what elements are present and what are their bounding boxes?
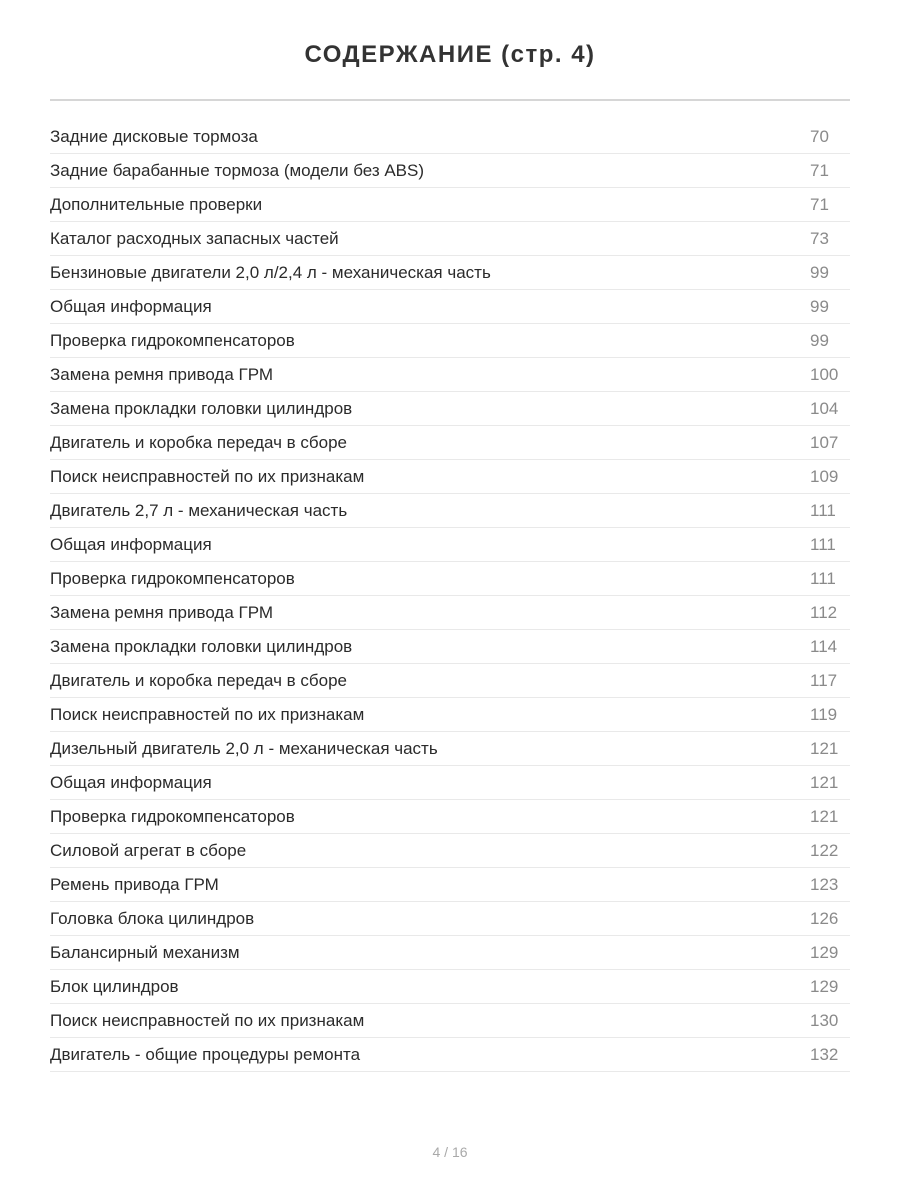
toc-entry-page-number: 121 — [810, 772, 839, 792]
toc-entry[interactable] — [50, 664, 850, 698]
toc-entry-title[interactable]: Головка блока цилиндров — [50, 908, 255, 928]
toc-entry[interactable] — [50, 902, 850, 936]
toc-entry-page-number: 117 — [810, 670, 838, 690]
toc-entry[interactable] — [50, 1004, 850, 1038]
toc-entry-title[interactable]: Поиск неисправностей по их признакам — [50, 466, 365, 486]
toc-entry[interactable] — [50, 698, 850, 732]
toc-entry-title[interactable]: Замена ремня привода ГРМ — [50, 602, 274, 622]
toc-entry-title[interactable]: Поиск неисправностей по их признакам — [50, 1010, 365, 1030]
toc-entry-page-number: 121 — [810, 738, 839, 758]
toc-entry-title[interactable]: Замена прокладки головки цилиндров — [50, 636, 353, 656]
toc-entry-title[interactable]: Дизельный двигатель 2,0 л - механическая часть — [50, 738, 438, 758]
toc-entry-page-number: 111 — [810, 500, 836, 520]
toc-entry[interactable] — [50, 154, 850, 188]
title-divider — [50, 99, 850, 101]
toc-entry-page-number: 130 — [810, 1010, 839, 1030]
toc-entry-page-number: 123 — [810, 874, 839, 894]
toc-entry-page-number: 111 — [810, 568, 836, 588]
toc-entry-title[interactable]: Каталог расходных запасных частей — [50, 228, 339, 248]
toc-entry[interactable] — [50, 222, 850, 256]
toc-entry[interactable] — [50, 426, 850, 460]
toc-entry[interactable] — [50, 1038, 850, 1072]
toc-entry-page-number: 129 — [810, 976, 839, 996]
toc-entry-page-number: 119 — [810, 704, 838, 724]
toc-entry[interactable] — [50, 562, 850, 596]
toc-entry-title[interactable]: Блок цилиндров — [50, 976, 179, 996]
toc-entry-title[interactable]: Поиск неисправностей по их признакам — [50, 704, 365, 724]
toc-entry-page-number: 99 — [810, 296, 829, 316]
toc-entry-page-number: 100 — [810, 364, 839, 384]
toc-entry-page-number: 129 — [810, 942, 839, 962]
toc-entry-page-number: 126 — [810, 908, 839, 928]
toc-entry-page-number: 112 — [810, 602, 838, 622]
toc-entry[interactable] — [50, 392, 850, 426]
toc-entry-title[interactable]: Двигатель 2,7 л - механическая часть — [50, 500, 348, 520]
toc-entry-page-number: 99 — [810, 330, 829, 350]
toc-entry[interactable] — [50, 256, 850, 290]
toc-entry[interactable] — [50, 460, 850, 494]
toc-entry-page-number: 132 — [810, 1044, 839, 1064]
toc-entry-page-number: 104 — [810, 398, 839, 418]
toc-entry-title[interactable]: Двигатель и коробка передач в сборе — [50, 432, 348, 452]
page-counter: 4 / 16 — [432, 1144, 468, 1160]
toc-entry[interactable] — [50, 290, 850, 324]
toc-entry-title[interactable]: Проверка гидрокомпенсаторов — [50, 330, 295, 350]
toc-entry-title[interactable]: Балансирный механизм — [50, 942, 240, 962]
toc-entry[interactable] — [50, 834, 850, 868]
toc-entry-page-number: 99 — [810, 262, 829, 282]
toc-entry-title[interactable]: Бензиновые двигатели 2,0 л/2,4 л - механическая часть — [50, 262, 491, 282]
toc-entry[interactable] — [50, 324, 850, 358]
toc-entry-title[interactable]: Проверка гидрокомпенсаторов — [50, 568, 295, 588]
toc-entry-title[interactable]: Ремень привода ГРМ — [50, 874, 219, 894]
toc-entry-title[interactable]: Замена ремня привода ГРМ — [50, 364, 274, 384]
toc-entry-title[interactable]: Общая информация — [50, 534, 212, 554]
toc-entry[interactable] — [50, 732, 850, 766]
toc-entry[interactable] — [50, 494, 850, 528]
toc-entry-title[interactable]: Дополнительные проверки — [50, 194, 263, 214]
toc-entry-page-number: 71 — [810, 160, 829, 180]
toc-entry-title[interactable]: Двигатель - общие процедуры ремонта — [50, 1044, 361, 1064]
toc-entry-title[interactable]: Общая информация — [50, 772, 212, 792]
table-of-contents — [50, 120, 850, 1072]
toc-entry[interactable] — [50, 800, 850, 834]
toc-entry[interactable] — [50, 596, 850, 630]
toc-entry-page-number: 107 — [810, 432, 839, 452]
toc-entry-title[interactable]: Общая информация — [50, 296, 212, 316]
page-title: СОДЕРЖАНИЕ (стр. 4) — [304, 41, 596, 68]
toc-entry[interactable] — [50, 188, 850, 222]
toc-entry-title[interactable]: Силовой агрегат в сборе — [50, 840, 247, 860]
toc-entry-title[interactable]: Двигатель и коробка передач в сборе — [50, 670, 348, 690]
toc-entry[interactable] — [50, 936, 850, 970]
toc-entry[interactable] — [50, 630, 850, 664]
toc-entry-page-number: 71 — [810, 194, 829, 214]
toc-entry[interactable] — [50, 120, 850, 154]
toc-entry-page-number: 122 — [810, 840, 839, 860]
toc-entry-page-number: 70 — [810, 126, 829, 146]
toc-entry-page-number: 111 — [810, 534, 836, 554]
toc-entry-title[interactable]: Задние барабанные тормоза (модели без ABS) — [50, 160, 425, 180]
toc-entry[interactable] — [50, 868, 850, 902]
toc-entry-page-number: 114 — [810, 636, 838, 656]
toc-entry-title[interactable]: Задние дисковые тормоза — [50, 126, 258, 146]
toc-entry-title[interactable]: Проверка гидрокомпенсаторов — [50, 806, 295, 826]
toc-entry-page-number: 109 — [810, 466, 839, 486]
toc-entry-page-number: 73 — [810, 228, 829, 248]
toc-entry[interactable] — [50, 528, 850, 562]
toc-entry-page-number: 121 — [810, 806, 839, 826]
toc-entry[interactable] — [50, 970, 850, 1004]
toc-entry-title[interactable]: Замена прокладки головки цилиндров — [50, 398, 353, 418]
toc-entry[interactable] — [50, 766, 850, 800]
toc-entry[interactable] — [50, 358, 850, 392]
